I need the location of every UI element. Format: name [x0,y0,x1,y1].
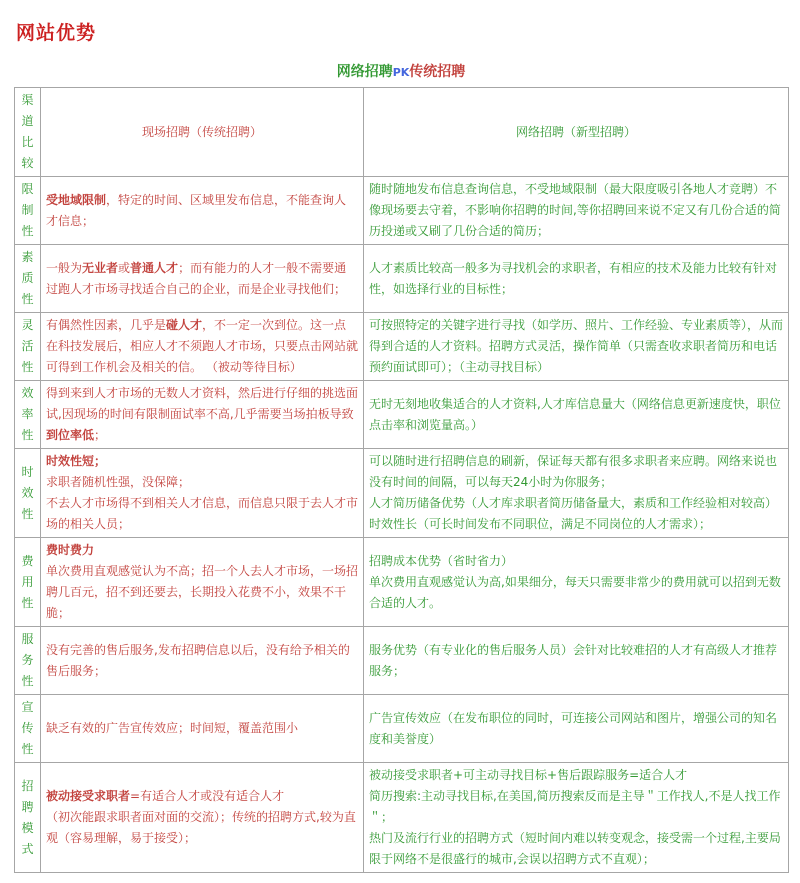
cell-traditional [41,245,364,313]
cell-online [364,177,789,245]
row-category-label: 招聘模式 [15,763,41,873]
row-category-label: 宣传性 [15,695,41,763]
body-text: 得到来到人才市场的无数人才资料，然后进行仔细的挑选面试,因现场的时间有限制面试率不高,几乎需要当场拍板导致 [46,386,359,421]
cell-traditional [41,449,364,538]
text-line [369,315,783,378]
text-line [46,640,358,682]
emphasis-text: 被动接受求职者 [46,789,131,803]
text-line [369,786,783,828]
row-category-label: 时效性 [15,449,41,538]
cell-online [364,449,789,538]
cell-online [364,245,789,313]
body-text: 无时无刻地收集适合的人才资料,人才库信息量大（网络信息更新速度快，职位点击率和浏览量高。） [369,396,781,432]
row-category-label: 服务性 [15,627,41,695]
emphasis-text: 受地域限制 [46,192,107,207]
body-text: 单次费用直观感觉认为高,如果细分，每天只需要非常少的费用就可以招到无数合适的人才。 [369,574,781,610]
emphasis-text: 到位率低 [46,428,95,442]
body-text: ；而有能力的人才一般不需要通过跑人才市场寻找适合自己的企业，而是企业寻找他们； [46,260,347,296]
body-text: 人才简历储备优势（人才库求职者简历储备量大，素质和工作经验相对较高）时效性长（可长时间发布不同职位，满足不同岗位的人才需求）； [369,496,778,531]
body-text: 求职者随机性强，没保障； [46,475,191,489]
body-text: （初次能跟求职者面对面的交流）；传统的招聘方式,较为直观（容易理解，易于接受）； [46,810,356,845]
row-category-label: 灵活性 [15,313,41,381]
text-line [46,472,358,493]
body-text: 被动接受求职者+可主动寻找目标+售后跟踪服务=适合人才 [369,768,688,782]
header-traditional: 现场招聘（传统招聘） [41,88,364,177]
cell-traditional [41,763,364,873]
body-text: 随时随地发布信息查询信息，不受地域限制（最大限度吸引各地人才竞聘）不像现场要去守着，不影响你招聘的时间,等你招聘回来说不定又有几份合适的简历投递或又刷了几份合适的简历； [369,182,781,238]
text-line [369,828,783,870]
text-line [46,315,358,378]
text-line [369,572,783,614]
text-line [369,551,783,572]
text-line [46,786,358,807]
cell-online [364,538,789,627]
body-text: 人才素质比较高一般多为寻找机会的求职者，有相应的技术及能力比较有针对性，如选择行业的目标性； [369,260,778,296]
page-title: 网站优势 [16,22,97,44]
cell-online [364,695,789,763]
header-category: 渠道比较 [15,88,41,177]
table-row [15,245,789,313]
body-text: 广告宣传效应（在发布职位的同时，可连接公司网站和图片，增强公司的知名度和美誉度） [369,710,778,746]
emphasis-text: 时效性短； [46,454,107,468]
table-row [15,381,789,449]
cell-traditional [41,695,364,763]
text-line [46,561,358,624]
body-text: ，特定的时间、区域里发布信息，不能查询人才信息； [46,192,347,228]
row-category-label: 限制性 [15,177,41,245]
table-row [15,538,789,627]
table-row [15,177,789,245]
emphasis-text: 费时费力 [46,543,95,557]
cell-traditional [41,381,364,449]
body-text: ，不一定一次到位。这一点在科技发展后，相应人才不须跑人才市场，只要点击网站就可得到工作机会及相关的信。 （被动等待目标） [46,318,359,374]
text-line [46,190,358,232]
cell-traditional [41,538,364,627]
text-line [46,258,358,300]
header-row [15,88,789,177]
body-text: ； [94,428,107,442]
text-line [369,451,783,493]
body-text: 或 [118,260,131,275]
body-text: 服务优势（有专业化的售后服务人员）会针对比较难招的人才有高级人才推荐服务； [369,642,778,678]
cell-online [364,313,789,381]
cell-online [364,381,789,449]
row-category-label: 费用性 [15,538,41,627]
text-line [369,394,783,436]
text-line [46,807,358,849]
text-line [46,493,358,535]
text-line [369,179,783,242]
cell-traditional [41,313,364,381]
header-online: 网络招聘（新型招聘） [364,88,789,177]
body-text: 可以随时进行招聘信息的刷新，保证每天都有很多求职者来应聘。网络来说也没有时间的间隔，可以每天24小时为你服务； [369,454,778,489]
body-text: 一般为 [46,260,83,275]
caption-online-recruiting: 网络招聘 [336,64,393,80]
cell-traditional [41,177,364,245]
text-line [369,708,783,750]
body-text: 简历搜索:主动寻找目标,在美国,简历搜索反而是主导＂工作找人,不是人找工作＂； [369,789,781,824]
cell-online [364,627,789,695]
text-line [369,258,783,300]
text-line [46,383,358,446]
text-line [369,640,783,682]
cell-online [364,763,789,873]
table-caption [14,61,788,81]
caption-traditional-recruiting: 传统招聘 [409,64,466,80]
row-category-label: 效率性 [15,381,41,449]
comparison-table [14,87,789,873]
body-text: =有适合人才或没有适合人才 [130,789,285,803]
text-line [46,540,358,561]
cell-traditional [41,627,364,695]
body-text: 不去人才市场得不到相关人才信息，而信息只限于去人才市场的相关人员； [46,496,359,531]
caption-pk: PK [392,66,410,79]
body-text: 可按照特定的关键字进行寻找（如学历、照片、工作经验、专业素质等），从而得到合适的人才资料。招聘方式灵活，操作简单（只需查收求职者简历和电话预约面试即可）；（主动寻找目标） [369,318,784,374]
table-row [15,695,789,763]
text-line [46,718,358,739]
body-text: 热门及流行行业的招聘方式（短时间内难以转变观念，接受需一个过程,主要局限于网络不是很盛行的城市,会误以招聘方式不直观）； [369,831,781,866]
table-row [15,449,789,538]
text-line [46,451,358,472]
body-text: 有偶然性因素，几乎是 [46,318,167,332]
body-text: 没有完善的售后服务,发布招聘信息以后，没有给予相关的售后服务； [46,642,350,678]
body-text: 单次费用直观感觉认为不高；招一个人去人才市场，一场招聘几百元，招不到还要去，长期投入花费不小，效果不干脆； [46,564,359,620]
emphasis-text: 无业者 [82,260,119,275]
table-row [15,627,789,695]
emphasis-text: 普通人才 [130,260,179,275]
comparison-table-body [15,88,789,873]
text-line [369,765,783,786]
table-row [15,763,789,873]
row-category-label: 素质性 [15,245,41,313]
body-text: 招聘成本优势（省时省力） [369,553,514,568]
emphasis-text: 碰人才 [166,318,203,332]
text-line [369,493,783,535]
body-text: 缺乏有效的广告宣传效应；时间短，覆盖范围小 [46,721,299,735]
table-row [15,313,789,381]
